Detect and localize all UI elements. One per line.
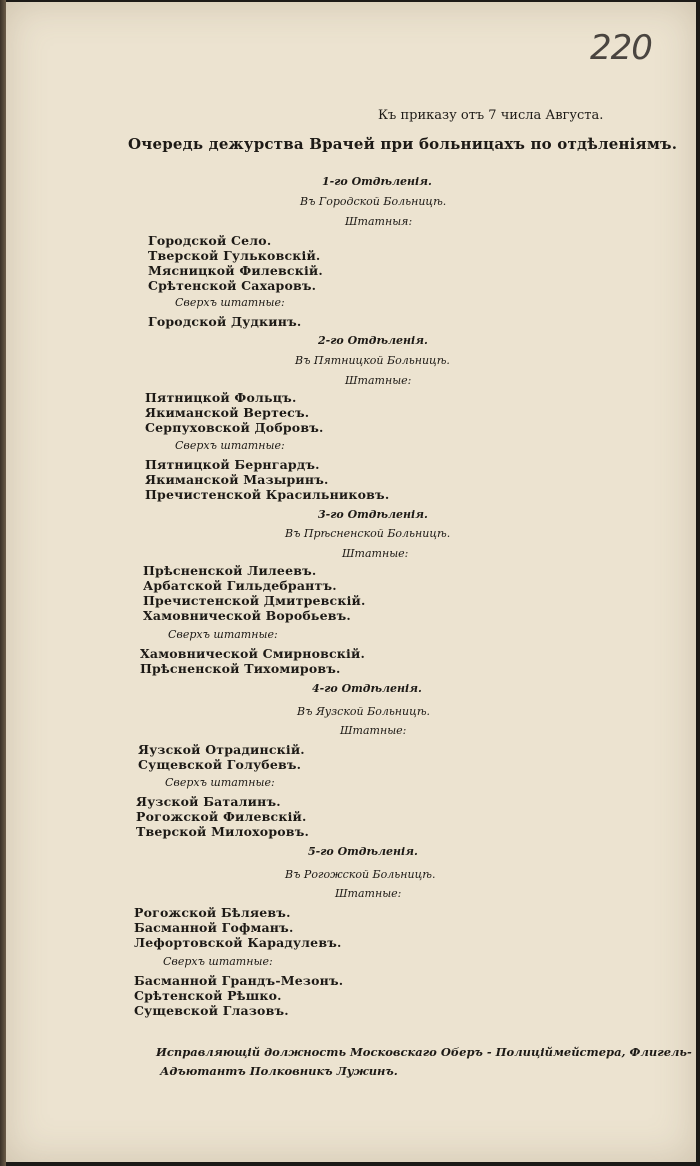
doctor-entry: Городской Дудкинъ. [148, 314, 302, 329]
extra-label: Сверхъ штатные: [165, 776, 275, 789]
signature-line-1: Исправляющій должность Московскаго Оберъ - Полиціймейстера, Флигель- [156, 1045, 692, 1059]
doctor-entry: Городской Село. [148, 233, 272, 248]
hospital-name: Въ Прѣсненской Больницѣ. [285, 527, 451, 540]
staff-label: Штатные: [340, 724, 407, 737]
extra-label: Сверхъ штатные: [163, 955, 273, 968]
doctor-entry: Прѣсненской Тихомировъ. [140, 661, 341, 676]
doctor-entry: Басманной Грандъ-Мезонъ. [134, 973, 344, 988]
doctor-entry: Сущевской Голубевъ. [138, 757, 302, 772]
doctor-entry: Басманной Гофманъ. [134, 920, 294, 935]
staff-label: Штатные: [345, 374, 412, 387]
doctor-entry: Хамовнической Смирновскій. [140, 646, 365, 661]
dept-heading: 1-го Отдѣленія. [322, 175, 432, 188]
doctor-entry: Пятницкой Бернгардъ. [145, 457, 320, 472]
page-number: 220 [590, 28, 652, 68]
extra-label: Сверхъ штатные: [175, 296, 285, 309]
doctor-entry: Тверской Милохоровъ. [136, 824, 310, 839]
doctor-entry: Мясницкой Филевскій. [148, 263, 323, 278]
doctor-entry: Срѣтенской Сахаровъ. [148, 278, 317, 293]
document-title: Очередь дежурства Врачей при больницахъ по отдѣленіямъ. [128, 135, 678, 153]
doctor-entry: Серпуховской Добровъ. [145, 420, 324, 435]
staff-label: Штатные: [342, 547, 409, 560]
doctor-entry: Лефортовской Карадулевъ. [134, 935, 342, 950]
doctor-entry: Якиманской Вертесъ. [145, 405, 310, 420]
doctor-entry: Срѣтенской Рѣшко. [134, 988, 282, 1003]
doctor-entry: Арбатской Гильдебрантъ. [143, 578, 337, 593]
hospital-name: Въ Рогожской Больницѣ. [285, 868, 436, 881]
hospital-name: Въ Пятницкой Больницѣ. [295, 354, 450, 367]
doctor-entry: Прѣсненской Лилеевъ. [143, 563, 317, 578]
doctor-entry: Яузской Отрадинскій. [138, 742, 305, 757]
extra-label: Сверхъ штатные: [175, 439, 285, 452]
hospital-name: Въ Городской Больницѣ. [300, 195, 447, 208]
order-reference: Къ приказу отъ 7 числа Августа. [378, 108, 604, 123]
staff-label: Штатныя: [345, 215, 413, 228]
dept-heading: 5-го Отдѣленія. [308, 845, 418, 858]
doctor-entry: Рогожской Филевскій. [136, 809, 307, 824]
doctor-entry: Яузской Баталинъ. [136, 794, 281, 809]
doctor-entry: Пречистенской Дмитревскій. [143, 593, 366, 608]
dept-heading: 3-го Отдѣленія. [318, 508, 428, 521]
dept-heading: 4-го Отдѣленія. [312, 682, 422, 695]
doctor-entry: Якиманской Мазыринъ. [145, 472, 329, 487]
dept-heading: 2-го Отдѣленія. [318, 334, 428, 347]
signature-line-2: Адъютантъ Полковникъ Лужинъ. [160, 1064, 398, 1078]
doctor-entry: Сущевской Глазовъ. [134, 1003, 289, 1018]
doctor-entry: Хамовнической Воробьевъ. [143, 608, 351, 623]
doctor-entry: Рогожской Бѣляевъ. [134, 905, 291, 920]
doctor-entry: Пречистенской Красильниковъ. [145, 487, 390, 502]
extra-label: Сверхъ штатные: [168, 628, 278, 641]
staff-label: Штатные: [335, 887, 402, 900]
hospital-name: Въ Яузской Больницѣ. [297, 705, 431, 718]
doctor-entry: Пятницкой Фольцъ. [145, 390, 297, 405]
doctor-entry: Тверской Гульковскій. [148, 248, 321, 263]
